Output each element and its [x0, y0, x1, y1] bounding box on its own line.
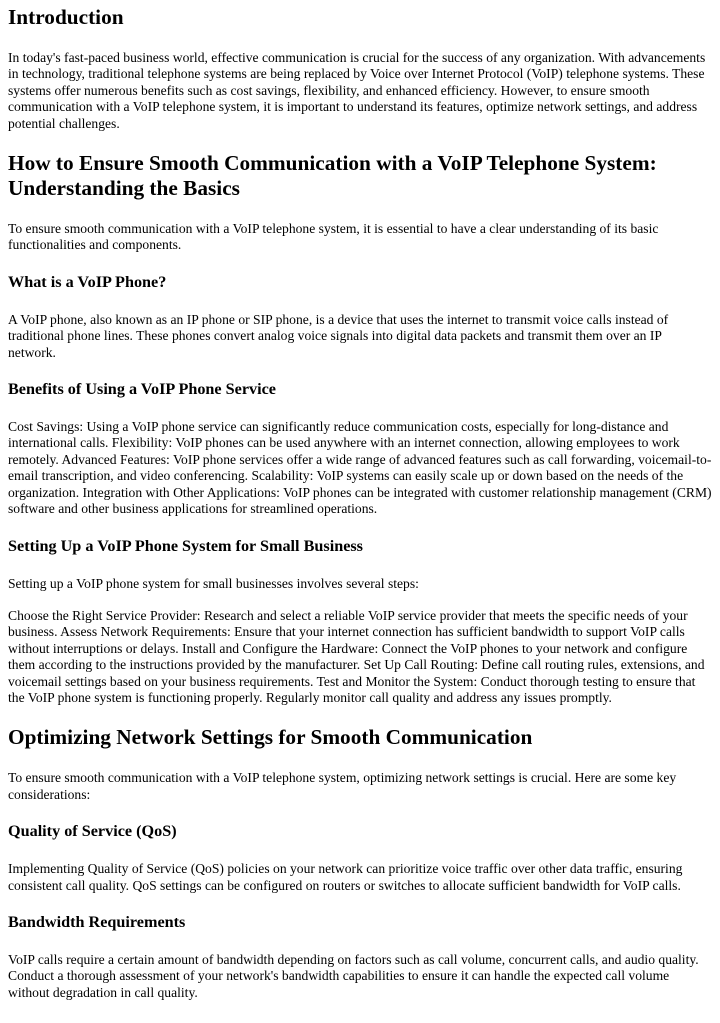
paragraph-what-is-voip-phone: A VoIP phone, also known as an IP phone or SIP phone, is a device that uses the internet to transmit voice calls instead of traditional phone lines. These phones convert analog voice signals into digital data packets and transmit them over an IP network.: [8, 311, 669, 360]
subheading-what-is-voip-phone: What is a VoIP Phone?: [8, 272, 167, 291]
paragraph-setting-up-intro: Setting up a VoIP phone system for small businesses involves several steps:: [8, 575, 419, 591]
paragraph-optimizing-network: To ensure smooth communication with a VoIP telephone system, optimizing network settings is crucial. Here are some key considerations:: [8, 770, 677, 802]
subheading-benefits: Benefits of Using a VoIP Phone Service: [8, 380, 276, 399]
subheading-qos: Quality of Service (QoS): [8, 822, 177, 841]
paragraph-setting-up-steps: Choose the Right Service Provider: Research and select a reliable VoIP service provider that meets the specific needs of your business. Assess Network Requirements: Ensure that your internet connection has sufficient bandwidth to support VoIP calls without interruptions or delays. Install and Configure the Hardware: Connect the VoIP phones to your network and configure them according to the instructions provided by the manufacturer. Set Up Call Routing: Define call routing rules, extensions, and voicemail settings based on your business requirements. Test and Monitor the System: Conduct thorough testing to ensure that the VoIP phone system is functioning properly. Regularly monitor call quality and address any issues promptly.: [8, 607, 705, 705]
paragraph-benefits: Cost Savings: Using a VoIP phone service can significantly reduce communication costs, especially for long-distance and international calls. Flexibility: VoIP phones can be used anywhere with an internet connection, allowing employees to work remotely. Advanced Features: VoIP phone services offer a wide range of advanced features such as call forwarding, voicemail-to-email transcription, and video conferencing. Scalability: VoIP systems can easily scale up or down based on the needs of the organization. Integration with Other Applications: VoIP phones can be integrated with customer relationship management (CRM) software and other business applications for streamlined operations.: [8, 419, 712, 517]
heading-introduction: Introduction: [8, 5, 124, 29]
paragraph-introduction: In today's fast-paced business world, effective communication is crucial for the success of any organization. With advancements in technology, traditional telephone systems are being replaced by Voice over Internet Protocol (VoIP) telephone systems. These systems offer numerous benefits such as cost savings, flexibility, and enhanced efficiency. However, to ensure smooth communication with a VoIP telephone system, it is important to understand its features, optimize network settings, and address potential challenges.: [8, 50, 706, 131]
paragraph-bandwidth: VoIP calls require a certain amount of bandwidth depending on factors such as call volume, concurrent calls, and audio quality. Conduct a thorough assessment of your network's bandwidth capabilities to ensure it can handle the expected call volume without degradation in call quality.: [8, 951, 699, 1000]
paragraph-understanding-basics: To ensure smooth communication with a VoIP telephone system, it is essential to have a clear understanding of its basic functionalities and components.: [8, 221, 659, 253]
document-page: [0, 5, 720, 1001]
heading-optimizing-network: Optimizing Network Settings for Smooth Communication: [8, 725, 533, 750]
subheading-bandwidth: Bandwidth Requirements: [8, 912, 186, 931]
paragraph-qos: Implementing Quality of Service (QoS) policies on your network can prioritize voice traffic over other data traffic, ensuring consistent call quality. QoS settings can be configured on routers or switches to allocate sufficient bandwidth for VoIP calls.: [8, 861, 683, 893]
subheading-setting-up: Setting Up a VoIP Phone System for Small Business: [8, 536, 363, 555]
heading-understanding-basics: How to Ensure Smooth Communication with a VoIP Telephone System: Understanding the Basics: [8, 151, 657, 201]
